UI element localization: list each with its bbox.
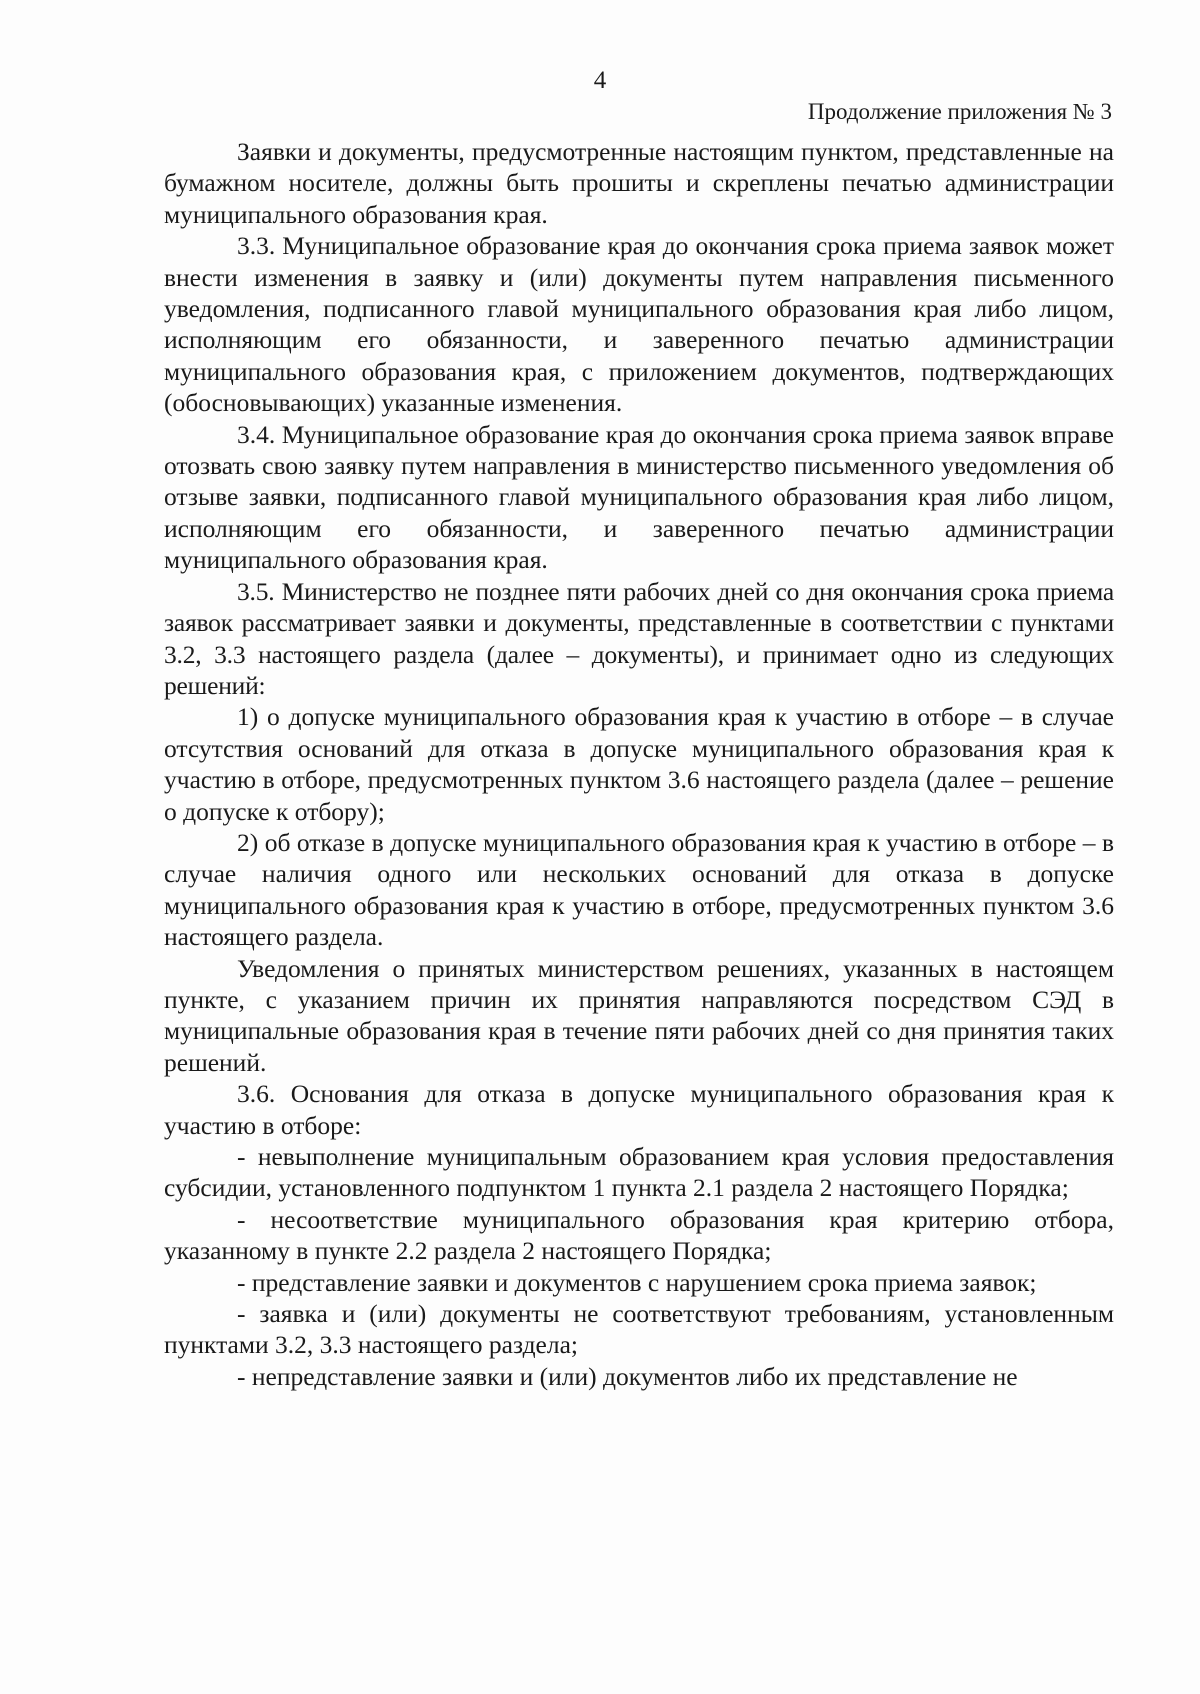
list-item-decision-admit: 1) о допуске муниципального образования края к участию в отборе – в случае отсутствия оснований для отказа в допуске муниципального образования края к участию в отборе, предусмотренных пунктом 3.6 настоящего раздела (далее – решение о допуске к отбору); — [164, 702, 1114, 826]
appendix-continuation-note: Продолжение приложения № 3 — [807, 99, 1112, 124]
list-item-ground-deadline: - представление заявки и документов с нарушением срока приема заявок; — [237, 1267, 1037, 1297]
list-item-ground-condition: - невыполнение муниципальным образованием края условия предоставления субсидии, установленного подпунктом 1 пункта 2.1 раздела 2 настоящего Порядка; — [164, 1142, 1114, 1203]
list-item-ground-criterion: - несоответствие муниципального образования края критерию отбора, указанному в пункте 2.2 раздела 2 настоящего Порядка; — [164, 1204, 1114, 1266]
document-body — [164, 136, 1114, 1392]
page-number: 4 — [593, 67, 607, 94]
paragraph-documents-stitched: Заявки и документы, предусмотренные настоящим пунктом, представленные на бумажном носителе, должны быть прошиты и скреплены печатью администрации муниципального образования края. — [164, 137, 1114, 229]
list-item-ground-nonsubmission: - непредставление заявки и (или) документов либо их представление не — [237, 1361, 1018, 1391]
paragraph-3-5: 3.5. Министерство не позднее пяти рабочих дней со дня окончания срока приема заявок рассматривает заявки и документы, представленные в соответствии с пунктами 3.2, 3.3 настоящего раздела (далее – документы), и принимает одно из следующих решений: — [164, 576, 1114, 700]
list-item-ground-requirements: - заявка и (или) документы не соответствуют требованиям, установленным пунктами 3.2, 3.3 настоящего раздела; — [164, 1299, 1114, 1360]
list-item-decision-refuse: 2) об отказе в допуске муниципального образования края к участию в отборе – в случае наличия одного или нескольких оснований для отказа в допуске муниципального образования края к участию в отборе, предусмотренных пунктом 3.6 настоящего раздела. — [164, 827, 1114, 952]
paragraph-3-4: 3.4. Муниципальное образование края до окончания срока приема заявок вправе отозвать свою заявку путем направления в министерство письменного уведомления об отзыве заявки, подписанного главой муниципального образования края либо лицом, исполняющим его обязанности, и заверенного печатью администрации муниципального образования края. — [164, 419, 1114, 575]
paragraph-3-6: 3.6. Основания для отказа в допуске муниципального образования края к участию в отборе: — [164, 1079, 1114, 1140]
paragraph-3-3: 3.3. Муниципальное образование края до окончания срока приема заявок может внести изменения в заявку и (или) документы путем направления письменного уведомления, подписанного главой муниципального образования края либо лицом, исполняющим его обязанности, и заверенного печатью администрации муниципального образования края, с приложением документов, подтверждающих (обосновывающих) указанные изменения. — [164, 231, 1114, 418]
paragraph-notifications: Уведомления о принятых министерством решениях, указанных в настоящем пункте, с указанием причин их принятия направляются посредством СЭД в муниципальные образования края в течение пяти рабочих дней со дня принятия таких решений. — [164, 953, 1114, 1077]
